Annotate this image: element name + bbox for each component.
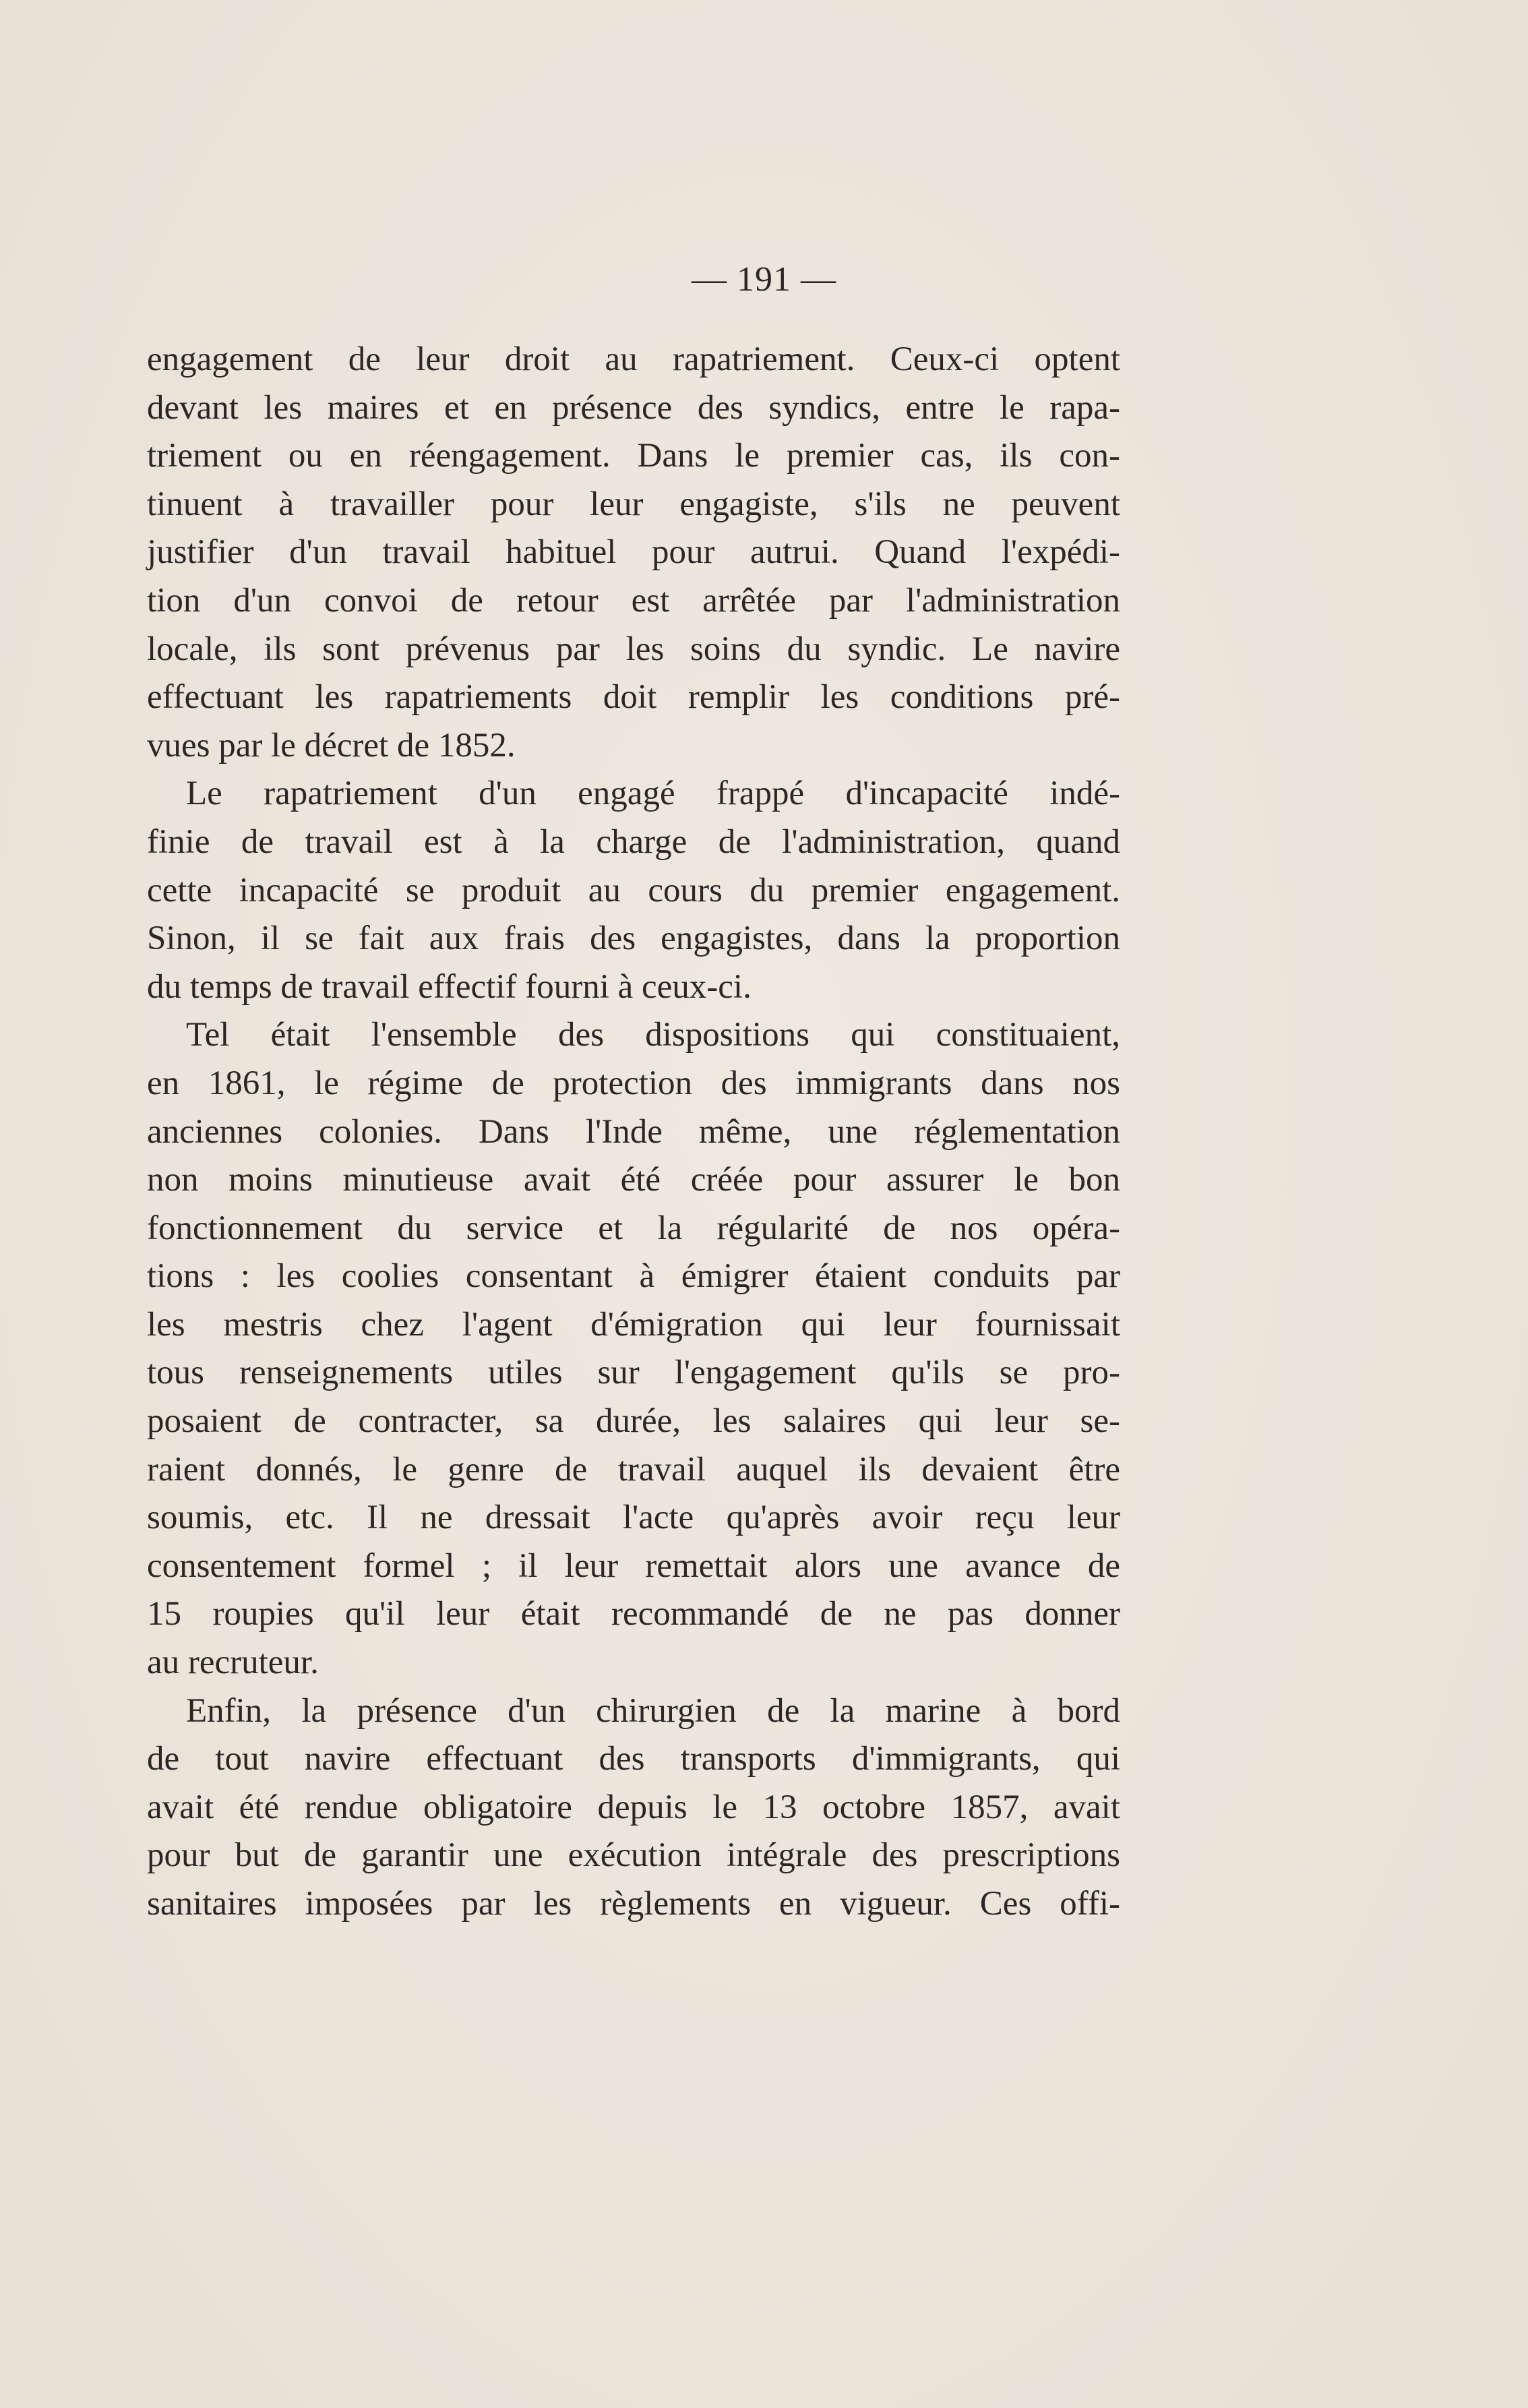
text-line: pour but de garantir une exécution intégrale des prescriptions bbox=[147, 1836, 1120, 1875]
paragraph bbox=[147, 770, 1120, 1011]
text-line: justifier d'un travail habituel pour autrui. Quand l'expédi- bbox=[147, 533, 1120, 572]
text-line: tous renseignements utiles sur l'engagement qu'ils se pro- bbox=[147, 1354, 1120, 1392]
text-line: posaient de contracter, sa durée, les salaires qui leur se- bbox=[147, 1402, 1120, 1441]
paragraph bbox=[147, 336, 1120, 770]
text-line: tinuent à travailler pour leur engagiste, s'ils ne peuvent bbox=[147, 485, 1120, 523]
paragraph bbox=[147, 1011, 1120, 1687]
text-line: fonctionnement du service et la régularité de nos opéra- bbox=[147, 1209, 1120, 1247]
text-line: vues par le décret de 1852. bbox=[147, 726, 516, 764]
text-line: Enfin, la présence d'un chirurgien de la marine à bord bbox=[186, 1691, 1120, 1730]
text-line: sanitaires imposées par les règlements en vigueur. Ces offi- bbox=[147, 1885, 1120, 1923]
text-line: effectuant les rapatriements doit remplir les conditions pré- bbox=[147, 678, 1120, 717]
page-number: — 191 — bbox=[692, 260, 836, 299]
text-line: non moins minutieuse avait été créée pour assurer le bon bbox=[147, 1161, 1120, 1199]
text-line: avait été rendue obligatoire depuis le 13 octobre 1857, avait bbox=[147, 1788, 1120, 1826]
text-line: Le rapatriement d'un engagé frappé d'incapacité indé- bbox=[186, 775, 1120, 813]
text-line: 15 roupies qu'il leur était recommandé de ne pas donner bbox=[147, 1595, 1120, 1633]
text-line: soumis, etc. Il ne dressait l'acte qu'après avoir reçu leur bbox=[147, 1499, 1120, 1537]
text-line: engagement de leur droit au rapatriement. Ceux-ci optent bbox=[147, 340, 1120, 378]
text-line: anciennes colonies. Dans l'Inde même, une réglementation bbox=[147, 1112, 1120, 1151]
text-line: en 1861, le régime de protection des immigrants dans nos bbox=[147, 1064, 1120, 1102]
text-line: consentement formel ; il leur remettait alors une avance de bbox=[147, 1546, 1120, 1585]
text-line: de tout navire effectuant des transports d'immigrants, qui bbox=[147, 1740, 1120, 1778]
text-line: locale, ils sont prévenus par les soins du syndic. Le navire bbox=[147, 630, 1120, 668]
body-text bbox=[147, 336, 1120, 1929]
text-line: triement ou en réengagement. Dans le premier cas, ils con- bbox=[147, 437, 1120, 475]
paragraph bbox=[147, 1687, 1120, 1929]
text-line: Sinon, il se fait aux frais des engagistes, dans la proportion bbox=[147, 920, 1120, 958]
text-line: au recruteur. bbox=[147, 1644, 319, 1682]
text-line: tion d'un convoi de retour est arrêtée par l'administration bbox=[147, 581, 1120, 620]
text-line: cette incapacité se produit au cours du premier engagement. bbox=[147, 871, 1120, 909]
text-line: raient donnés, le genre de travail auquel ils devaient être bbox=[147, 1450, 1120, 1488]
text-line: les mestris chez l'agent d'émigration qui leur fournissait bbox=[147, 1305, 1120, 1344]
text-line: du temps de travail effectif fourni à ceux-ci. bbox=[147, 967, 752, 1006]
text-line: finie de travail est à la charge de l'administration, quand bbox=[147, 822, 1120, 861]
text-line: devant les maires et en présence des syndics, entre le rapa- bbox=[147, 388, 1120, 427]
text-line: tions : les coolies consentant à émigrer étaient conduits par bbox=[147, 1257, 1120, 1296]
text-line: Tel était l'ensemble des dispositions qui constituaient, bbox=[186, 1016, 1120, 1054]
